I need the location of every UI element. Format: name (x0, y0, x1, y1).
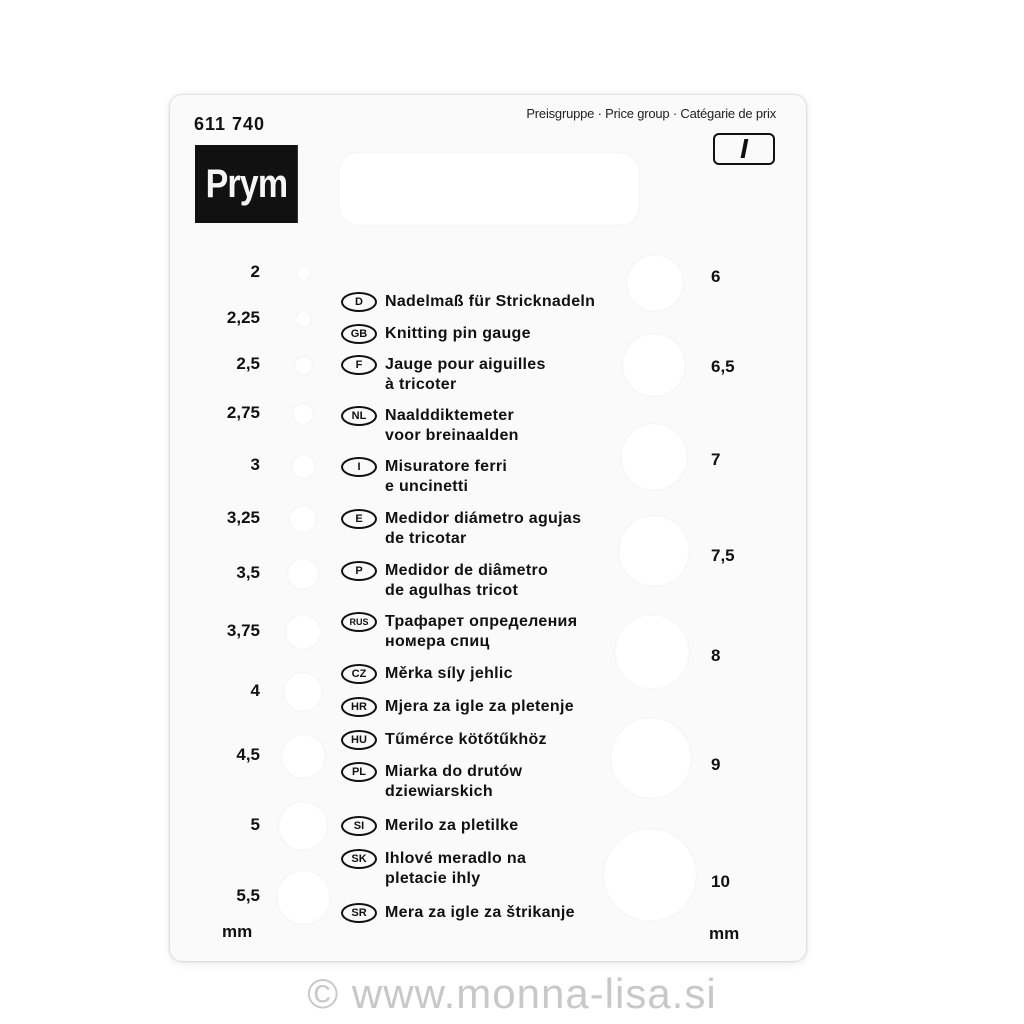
gauge-hole-right (610, 717, 692, 799)
unit-label-left: mm (222, 922, 253, 941)
watermark: © www.monna-lisa.si (307, 970, 717, 1017)
gauge-hole-left (287, 558, 319, 590)
article-number: 611 740 (194, 114, 266, 134)
size-label-right: 6 (711, 267, 721, 286)
hanging-slot (338, 152, 640, 226)
language-code-badge: I (341, 457, 377, 477)
size-label-left: 3 (250, 455, 260, 474)
language-entry (341, 292, 595, 312)
language-entry (341, 762, 522, 802)
size-label-left: 2,75 (226, 403, 260, 422)
gauge-hole-left (294, 356, 313, 375)
size-label-left: 3,25 (226, 508, 260, 527)
gauge-hole-left (296, 266, 311, 281)
language-text: Ihlové meradlo na pletacie ihly (385, 850, 527, 887)
language-text: Mera za igle za štrikanje (385, 904, 575, 921)
language-code-badge: HR (341, 697, 377, 717)
language-entry (341, 816, 518, 836)
language-entry (341, 697, 574, 717)
language-text: Medidor de diâmetro de agulhas tricot (385, 562, 549, 599)
language-text: Měrka síly jehlic (385, 665, 513, 682)
gauge-hole-left (289, 505, 317, 533)
gauge-hole-right (614, 614, 690, 690)
size-label-left: 3,5 (236, 563, 260, 582)
size-label-left: 5,5 (236, 886, 260, 905)
size-label-right: 9 (711, 755, 721, 774)
language-text: Mjera za igle za pletenje (385, 698, 574, 715)
language-code-badge: P (341, 561, 377, 581)
language-text: Naalddiktemeter voor breinaalden (385, 407, 519, 444)
language-entry (341, 903, 575, 923)
size-label-left: 2,25 (226, 308, 260, 327)
language-entry (341, 406, 519, 446)
size-label-left: 2 (250, 262, 260, 281)
language-text: Miarka do drutów dziewiarskich (385, 763, 523, 800)
gauge-hole-right (622, 333, 686, 397)
size-label-right: 6,5 (711, 357, 735, 376)
size-label-left: 4,5 (236, 745, 260, 764)
size-label-right: 7 (711, 450, 721, 469)
language-entry (341, 457, 507, 497)
language-entry (341, 561, 548, 601)
gauge-hole-left (276, 870, 331, 925)
language-code-badge: SI (341, 816, 377, 836)
language-text: Jauge pour aiguilles à tricoter (385, 356, 546, 393)
language-code-badge: HU (341, 730, 377, 750)
size-label-right: 7,5 (711, 546, 735, 565)
language-code-badge: SR (341, 903, 377, 923)
unit-label-right: mm (709, 924, 740, 943)
language-text: Misuratore ferri e uncinetti (385, 458, 508, 495)
language-code-badge: F (341, 355, 377, 375)
language-code-badge: CZ (341, 664, 377, 684)
gauge-hole-left (292, 403, 314, 425)
gauge-hole-left (283, 672, 323, 712)
gauge-hole-right (620, 423, 688, 491)
gauge-hole-right (603, 828, 697, 922)
gauge-hole-left (278, 801, 328, 851)
gauge-hole-left (281, 734, 326, 779)
language-text: Nadelmaß für Stricknadeln (385, 293, 596, 310)
size-label-right: 10 (711, 872, 730, 891)
size-label-left: 3,75 (226, 621, 260, 640)
size-label-left: 2,5 (236, 354, 260, 373)
prym-logo: Prym (195, 145, 298, 223)
language-text: Tűmérce kötőtűkhöz (385, 731, 547, 748)
gauge-hole-left (291, 454, 316, 479)
language-text: Трафарет определения номера спиц (385, 613, 578, 650)
language-entry (341, 509, 581, 549)
price-group-label: Preisgruppe · Price group · Catégarie de prix (526, 106, 776, 121)
gauge-hole-left (295, 311, 312, 328)
language-entry (341, 324, 531, 344)
language-entry (341, 849, 526, 889)
language-code-badge: D (341, 292, 377, 312)
language-entry (341, 355, 546, 395)
language-entry (341, 730, 547, 750)
language-entry (341, 612, 577, 652)
gauge-hole-right (626, 254, 684, 312)
language-code-badge: GB (341, 324, 377, 344)
language-code-badge: RUS (341, 612, 377, 632)
gauge-hole-left (285, 614, 321, 650)
language-code-badge: SK (341, 849, 377, 869)
language-text: Merilo za pletilke (385, 817, 519, 834)
language-code-badge: NL (341, 406, 377, 426)
language-code-badge: PL (341, 762, 377, 782)
size-label-left: 4 (250, 681, 260, 700)
language-entry (341, 664, 513, 684)
size-label-left: 5 (250, 815, 260, 834)
language-text: Knitting pin gauge (385, 325, 531, 342)
language-code-badge: E (341, 509, 377, 529)
language-text: Medidor diámetro agujas de tricotar (385, 510, 582, 547)
size-label-right: 8 (711, 646, 721, 665)
gauge-hole-right (618, 515, 690, 587)
price-group-box: I (713, 133, 775, 165)
